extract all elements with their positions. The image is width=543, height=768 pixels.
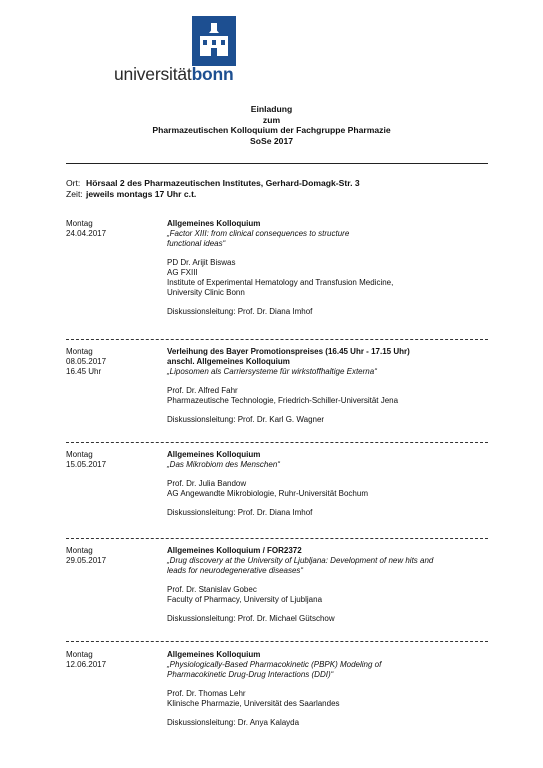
event-details [167,546,487,624]
talk-title-line: functional ideas“ [167,239,226,248]
talk-title-line: „Liposomen als Carriersysteme für wirkstoffhaltige Externa“ [167,367,377,376]
title-line: SoSe 2017 [250,135,293,146]
talk-title-line: „Factor XIII: from clinical consequences to structure [167,229,350,238]
castle-icon [192,16,236,66]
event-date-block [66,650,156,670]
event-date: 12.06.2017 [66,660,107,669]
event-date: 08.05.2017 [66,357,107,366]
speaker-line: Pharmazeutische Technologie, Friedrich-Schiller-Universität Jena [167,396,399,405]
talk-title-line: leads for neurodegenerative diseases“ [167,566,304,575]
event-heading: anschl. Allgemeines Kolloquium [167,357,290,366]
discussion-chair: Diskussionsleitung: Prof. Dr. Diana Imhof [167,307,313,316]
logo-wordmark: universitätbonn [114,64,234,84]
event-day: Montag [66,546,93,555]
event-day: Montag [66,219,93,228]
event-separator [66,538,488,539]
discussion-chair: Diskussionsleitung: Dr. Anya Kalayda [167,718,300,727]
zeit-value: jeweils montags 17 Uhr c.t. [86,188,197,199]
talk-title-line: „Drug discovery at the University of Ljubljana: Development of new hits and [167,556,434,565]
event-heading: Allgemeines Kolloquium [167,219,261,228]
speaker-line: Prof. Dr. Stanislav Gobec [167,585,257,594]
event-details [167,219,487,317]
talk-title-line: Pharmacokinetic Drug-Drug Interactions (DDI)“ [167,670,334,679]
speaker-line: Prof. Dr. Thomas Lehr [167,689,246,698]
speaker-line: Prof. Dr. Julia Bandow [167,479,247,488]
event-date: 24.04.2017 [66,229,107,238]
title-line: Einladung [250,104,293,114]
event-details [167,450,487,518]
event-date: 29.05.2017 [66,556,107,565]
speaker-line: Institute of Experimental Hematology and Transfusion Medicine, [167,278,394,287]
discussion-chair: Diskussionsleitung: Prof. Dr. Diana Imhof [167,508,313,517]
speaker-line: AG Angewandte Mikrobiologie, Ruhr-Universität Bochum [167,489,368,498]
event-details [167,347,487,425]
event-details [167,650,487,728]
event-separator [66,339,488,340]
title-line: zum [262,114,281,125]
event-separator [66,641,488,642]
event-day: Montag [66,650,93,659]
university-logo [114,16,236,84]
event-date: 15.05.2017 [66,460,107,469]
event-separator [66,442,488,443]
event-date-block [66,219,156,239]
zeit-label: Zeit: [66,188,83,199]
title-line: Pharmazeutischen Kolloquium der Fachgruppe Pharmazie [152,125,391,135]
event-heading: Allgemeines Kolloquium [167,650,261,659]
event-heading: Allgemeines Kolloquium [167,450,261,459]
talk-title-line: „Physiologically-Based Pharmacokinetic (PBPK) Modeling of [167,660,382,669]
event-date-block [66,546,156,566]
ort-label: Ort: [66,178,81,188]
speaker-line: AG FXIII [167,268,198,277]
event-date-block [66,347,156,377]
discussion-chair: Diskussionsleitung: Prof. Dr. Karl G. Wagner [167,415,325,424]
header-rule [66,163,488,164]
speaker-line: University Clinic Bonn [167,288,245,297]
speaker-line: Klinische Pharmazie, Universität des Saarlandes [167,699,340,708]
talk-title-line: „Das Mikrobiom des Menschen“ [167,460,280,469]
location-block [66,178,360,199]
event-day: Montag [66,347,93,356]
event-date-block [66,450,156,470]
ort-value: Hörsaal 2 des Pharmazeutischen Institutes, Gerhard-Domagk-Str. 3 [86,178,360,188]
speaker-line: PD Dr. Arijit Biswas [167,258,236,267]
event-time: 16.45 Uhr [66,367,102,376]
discussion-chair: Diskussionsleitung: Prof. Dr. Michael Gütschow [167,614,335,623]
event-heading: Verleihung des Bayer Promotionspreises (16.45 Uhr - 17.15 Uhr) [167,347,410,356]
speaker-line: Prof. Dr. Alfred Fahr [167,386,238,395]
speaker-line: Faculty of Pharmacy, University of Ljubljana [167,595,323,604]
event-heading: Allgemeines Kolloquium / FOR2372 [167,546,302,555]
invitation-title [0,104,543,146]
event-day: Montag [66,450,93,459]
